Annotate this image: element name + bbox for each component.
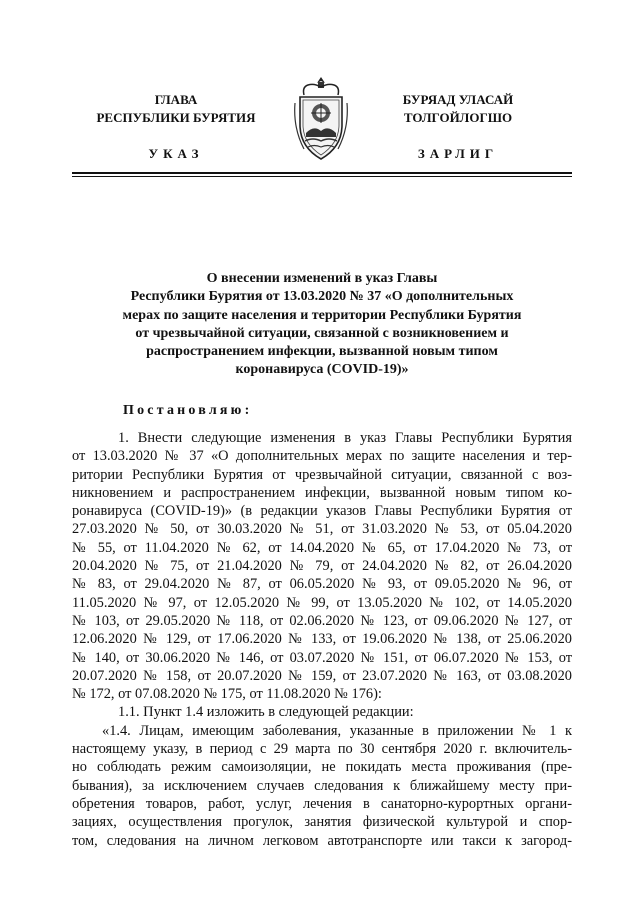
body-line: 20.07.2020 № 158, от 20.07.2020 № 159, от 23.07.2020 № 163, от 03.08.2020 xyxy=(72,667,572,684)
body-line: от 13.03.2020 № 37 «О дополнительных мерах по защите населения и тер- xyxy=(72,448,572,465)
header-left xyxy=(84,91,268,163)
body-line: зациях, осуществления прогулок, занятия физической культурой и спор- xyxy=(72,814,572,831)
title-line: мерах по защите населения и территории Республики Бурятия xyxy=(122,307,522,323)
coat-of-arms-emblem xyxy=(294,73,348,163)
resolution-heading: Постановляю: xyxy=(123,403,253,418)
body-line: том, следования на личном легковом автотранспорте или такси к загород- xyxy=(72,832,572,849)
body-line: бывания), за исключением случаев следования к ближайшему месту при- xyxy=(72,777,572,794)
body-line: 1.1. Пункт 1.4 изложить в следующей редакции: xyxy=(118,704,414,721)
header-right xyxy=(384,91,532,163)
issuer-line-1: ГЛАВА xyxy=(154,92,198,107)
body-line: 20.04.2020 № 75, от 21.04.2020 № 79, от 24.04.2020 № 82, от 26.04.2020 xyxy=(72,558,572,575)
title-line: от чрезвычайной ситуации, связанной с возникновением и xyxy=(135,325,509,341)
title-line: распространением инфекции, вызванной новым типом xyxy=(146,344,498,360)
document-body xyxy=(72,429,572,850)
document-title xyxy=(88,270,556,380)
body-line: № 103, от 29.05.2020 № 118, от 02.06.2020 № 123, от 09.06.2020 № 127, от xyxy=(72,612,572,629)
body-line: настоящему указу, в период с 29 марта по 30 сентября 2020 г. включитель- xyxy=(72,741,572,758)
body-line: № 83, от 29.04.2020 № 87, от 06.05.2020 № 93, от 09.05.2020 № 96, от xyxy=(72,576,572,593)
body-line: 11.05.2020 № 97, от 12.05.2020 № 99, от 13.05.2020 № 102, от 14.05.2020 xyxy=(72,594,572,611)
doc-type-bua: ЗАРЛИГ xyxy=(417,146,499,161)
issuer-line-1-bua: БУРЯАД УЛАСАЙ xyxy=(402,92,514,107)
body-line: ритории Республики Бурятия от чрезвычайной ситуации, связанной с воз- xyxy=(72,466,572,483)
body-line: «1.4. Лицам, имеющим заболевания, указанные в приложении № 1 к xyxy=(102,722,572,739)
doc-type-ru: УКАЗ xyxy=(148,146,204,161)
body-line: 27.03.2020 № 50, от 30.03.2020 № 51, от 31.03.2020 № 53, от 05.04.2020 xyxy=(72,521,572,538)
title-line: Республики Бурятия от 13.03.2020 № 37 «О дополнительных xyxy=(130,289,514,305)
body-line: № 140, от 30.06.2020 № 146, от 03.07.2020 № 151, от 06.07.2020 № 153, от xyxy=(72,649,572,666)
header-divider-thick xyxy=(72,172,572,174)
header-divider-thin xyxy=(72,176,572,177)
issuer-line-2: РЕСПУБЛИКИ БУРЯТИЯ xyxy=(96,110,256,125)
issuer-line-2-bua: ТОЛГОЙЛОГШО xyxy=(403,110,513,125)
body-line: 1. Внести следующие изменения в указ Главы Республики Бурятия xyxy=(118,430,572,446)
body-line: никновением и распространением инфекции, вызванной новым типом ко- xyxy=(72,484,572,501)
body-line: № 172, от 07.08.2020 № 175, от 11.08.2020 № 176): xyxy=(72,686,382,703)
body-line: ронавируса (COVID-19)» (в редакции указов Главы Республики Бурятия от xyxy=(72,503,572,520)
body-line: но соблюдать режим самоизоляции, не покидать места проживания (пре- xyxy=(72,759,572,776)
title-line: О внесении изменений в указ Главы xyxy=(206,271,438,286)
body-line: 12.06.2020 № 129, от 17.06.2020 № 133, от 19.06.2020 № 138, от 25.06.2020 xyxy=(72,631,572,648)
body-line: обретения товаров, работ, услуг, лечения в санаторно-курортных органи- xyxy=(72,795,572,812)
title-line: коронавируса (COVID-19)» xyxy=(235,362,409,378)
body-line: № 55, от 11.04.2020 № 62, от 14.04.2020 № 65, от 17.04.2020 № 73, от xyxy=(72,539,572,556)
